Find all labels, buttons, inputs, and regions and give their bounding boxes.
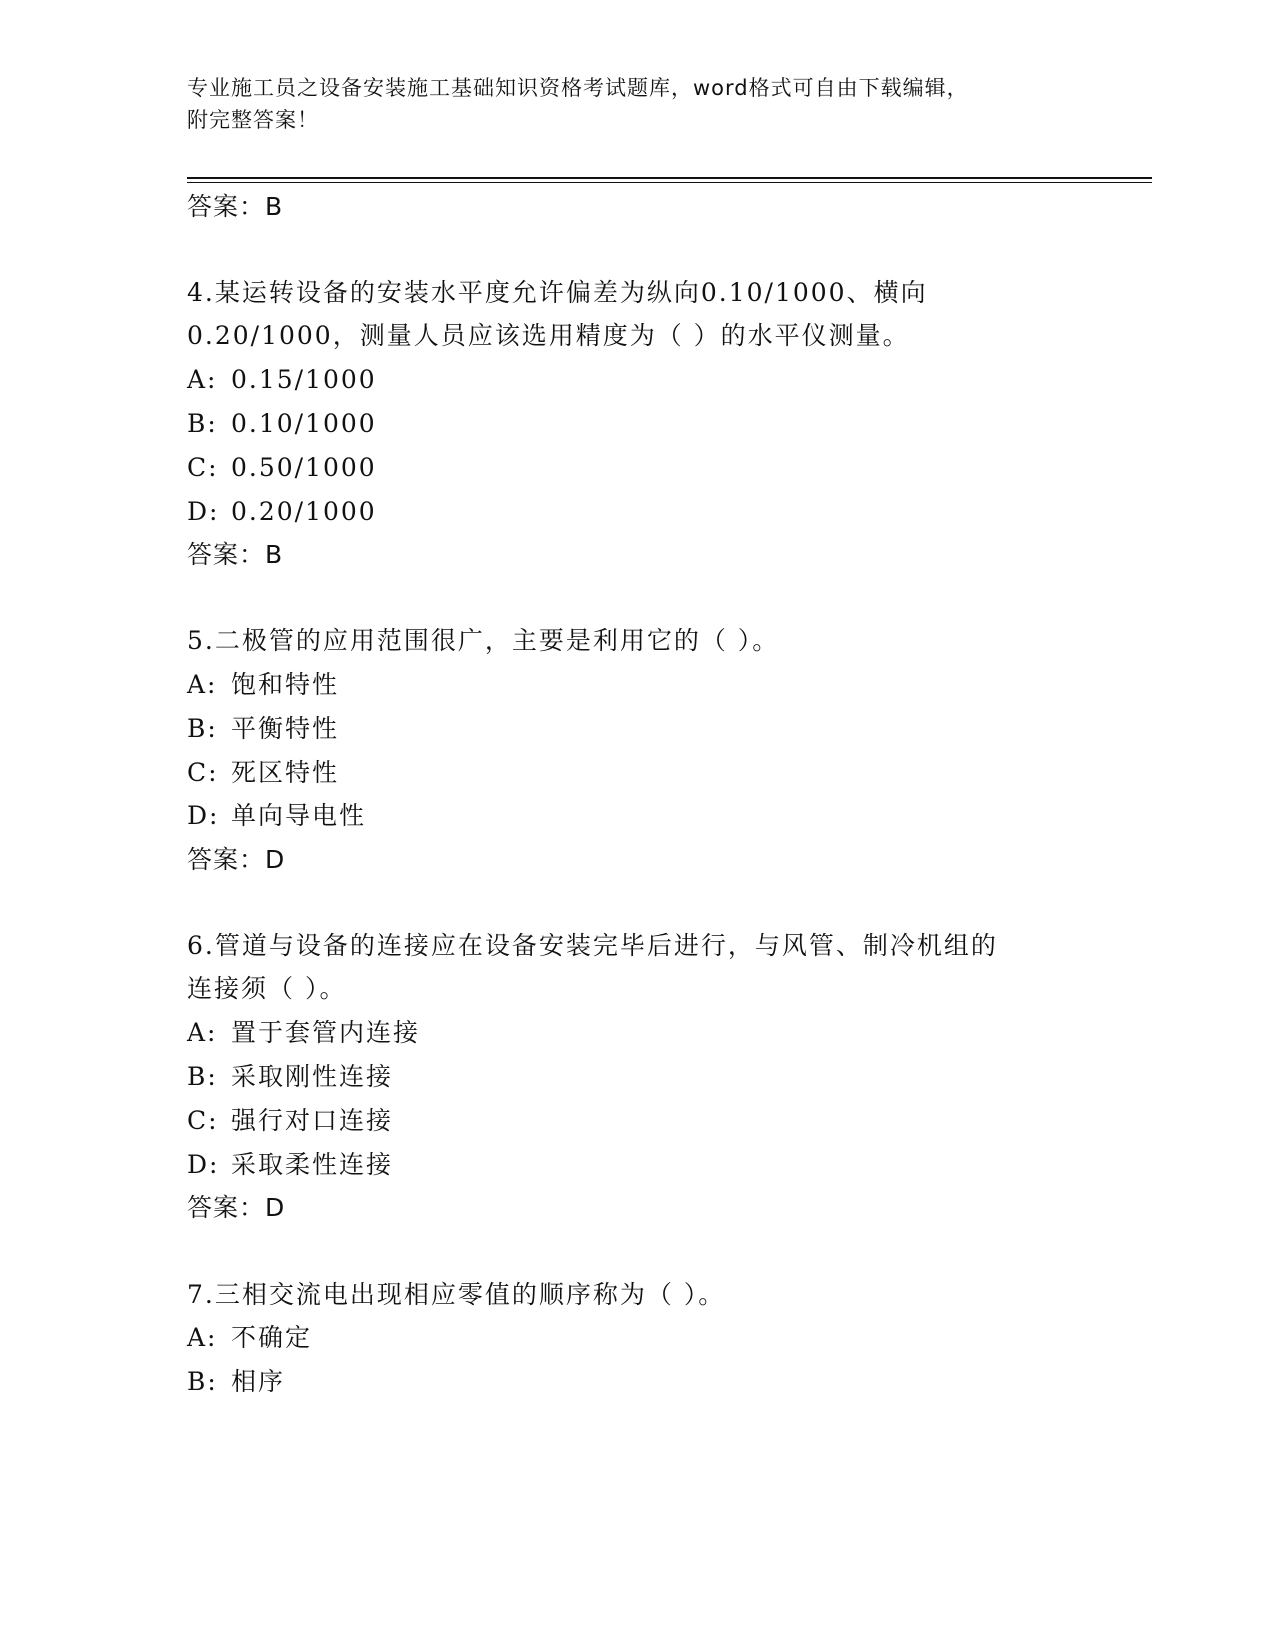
option-letter: B: <box>187 409 218 438</box>
option-text: 死区特性 <box>231 758 340 787</box>
option-letter: C: <box>187 758 219 787</box>
question-7-stem-line-1: 7.三相交流电出现相应零值的顺序称为（ ）。 <box>187 1280 726 1309</box>
option-text: 采取柔性连接 <box>231 1150 394 1179</box>
question-6-answer: 答案：D <box>187 1193 286 1222</box>
option-text: 0.15/1000 <box>231 365 377 394</box>
header-divider-thick <box>187 177 1152 179</box>
question-4-answer: 答案：B <box>187 540 284 569</box>
question-4-option-b <box>187 407 377 441</box>
question-6-option-a <box>187 1016 420 1050</box>
option-letter: C: <box>187 1106 219 1135</box>
question-6-option-b <box>187 1060 393 1094</box>
option-text: 不确定 <box>231 1323 313 1352</box>
option-letter: D: <box>187 801 220 830</box>
option-text: 强行对口连接 <box>231 1106 394 1135</box>
option-letter: D: <box>187 1150 220 1179</box>
question-4-stem-line-2: 0.20/1000，测量人员应该选用精度为（ ）的水平仪测量。 <box>187 321 910 350</box>
question-6-stem-line-2: 连接须（ ）。 <box>187 974 347 1003</box>
option-text: 采取刚性连接 <box>231 1062 394 1091</box>
question-6-option-d <box>187 1148 393 1182</box>
question-7-option-b <box>187 1365 285 1399</box>
option-letter: B: <box>187 1367 218 1396</box>
option-letter: A: <box>187 1018 218 1047</box>
header-divider-thin <box>187 182 1152 183</box>
question-6-option-c <box>187 1104 393 1138</box>
option-text: 0.10/1000 <box>231 409 377 438</box>
question-5-option-b <box>187 712 339 746</box>
option-letter: C: <box>187 453 219 482</box>
question-4-option-c <box>187 451 377 485</box>
question-7-option-a <box>187 1321 312 1355</box>
answer-previous: 答案：B <box>187 192 284 221</box>
option-letter: A: <box>187 365 218 394</box>
option-letter: A: <box>187 670 218 699</box>
option-text: 单向导电性 <box>231 801 367 830</box>
question-5-option-a <box>187 668 339 702</box>
question-5-stem-line-1: 5.二极管的应用范围很广，主要是利用它的（ ）。 <box>187 626 780 655</box>
option-letter: D: <box>187 497 220 526</box>
question-4-option-d <box>187 495 377 529</box>
option-letter: B: <box>187 714 218 743</box>
header-line-2: 附完整答案！ <box>187 108 319 132</box>
option-text: 0.20/1000 <box>231 497 377 526</box>
option-letter: B: <box>187 1062 218 1091</box>
option-letter: A: <box>187 1323 218 1352</box>
question-4-option-a <box>187 363 377 397</box>
question-4-stem-line-1: 4.某运转设备的安装水平度允许偏差为纵向0.10/1000、横向 <box>187 278 928 307</box>
question-6-stem-line-1: 6.管道与设备的连接应在设备安装完毕后进行，与风管、制冷机组的 <box>187 931 998 960</box>
option-text: 相序 <box>231 1367 286 1396</box>
option-text: 饱和特性 <box>231 670 340 699</box>
header-line-1: 专业施工员之设备安装施工基础知识资格考试题库，word格式可自由下载编辑， <box>187 76 969 100</box>
option-text: 0.50/1000 <box>231 453 377 482</box>
question-5-option-c <box>187 756 339 790</box>
option-text: 平衡特性 <box>231 714 340 743</box>
question-5-option-d <box>187 799 366 833</box>
question-5-answer: 答案：D <box>187 845 286 874</box>
option-text: 置于套管内连接 <box>231 1018 421 1047</box>
document-header <box>187 72 1087 136</box>
